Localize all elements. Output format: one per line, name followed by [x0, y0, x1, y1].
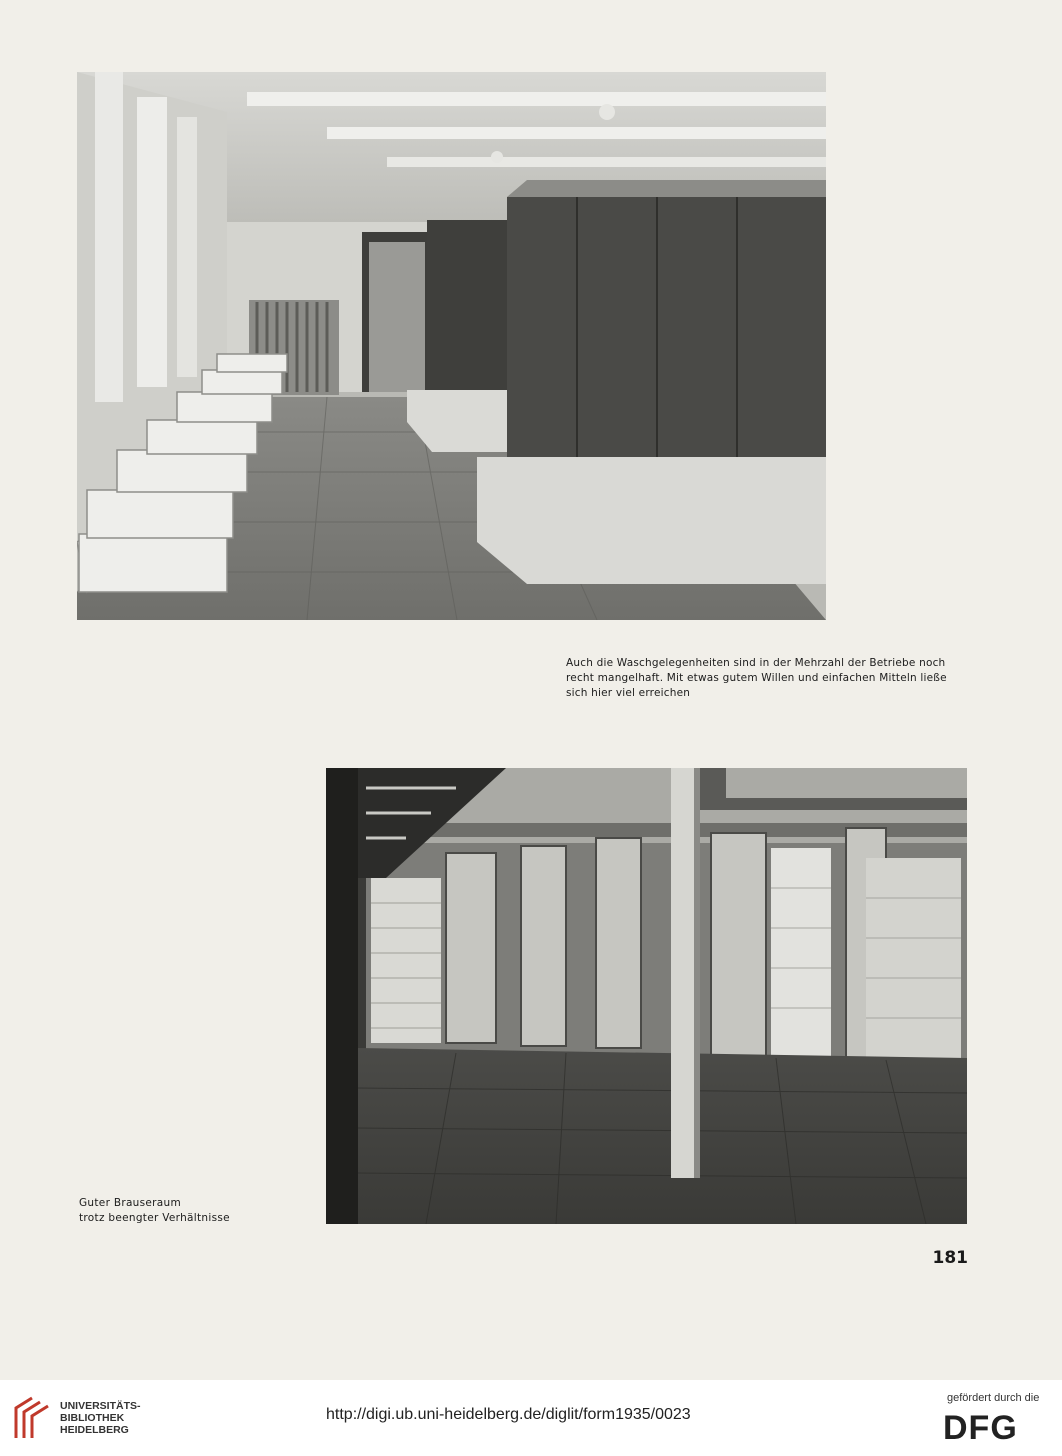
caption-washroom — [566, 656, 967, 701]
shower-room-photo — [326, 768, 967, 1224]
dfg-logo[interactable]: DFG — [943, 1409, 1018, 1447]
university-library-logo-icon[interactable] — [12, 1394, 52, 1442]
caption-line: Auch die Waschgelegenheiten sind in der Mehrzahl der Betriebe noch — [566, 657, 946, 669]
library-name-line: UNIVERSITÄTS- — [60, 1400, 141, 1412]
washroom-photo-image — [77, 72, 826, 620]
footer-bar — [0, 1380, 1062, 1456]
sponsor-text: gefördert durch die — [947, 1392, 1040, 1404]
caption-shower-room — [79, 1196, 319, 1226]
source-url-link[interactable]: http://digi.ub.uni-heidelberg.de/diglit/form1935/0023 — [326, 1406, 691, 1423]
page-number: 181 — [932, 1248, 968, 1268]
washroom-photo — [77, 72, 826, 620]
library-name-line: BIBLIOTHEK — [60, 1412, 125, 1424]
shower-room-photo-image — [326, 768, 967, 1224]
caption-line: recht mangelhaft. Mit etwas gutem Willen und einfachen Mitteln ließe — [566, 672, 947, 684]
university-library-name[interactable] — [60, 1400, 141, 1436]
library-name-line: HEIDELBERG — [60, 1424, 129, 1436]
caption-line: trotz beengter Verhältnisse — [79, 1212, 230, 1224]
caption-line: sich hier viel erreichen — [566, 687, 691, 699]
caption-line: Guter Brauseraum — [79, 1197, 181, 1209]
